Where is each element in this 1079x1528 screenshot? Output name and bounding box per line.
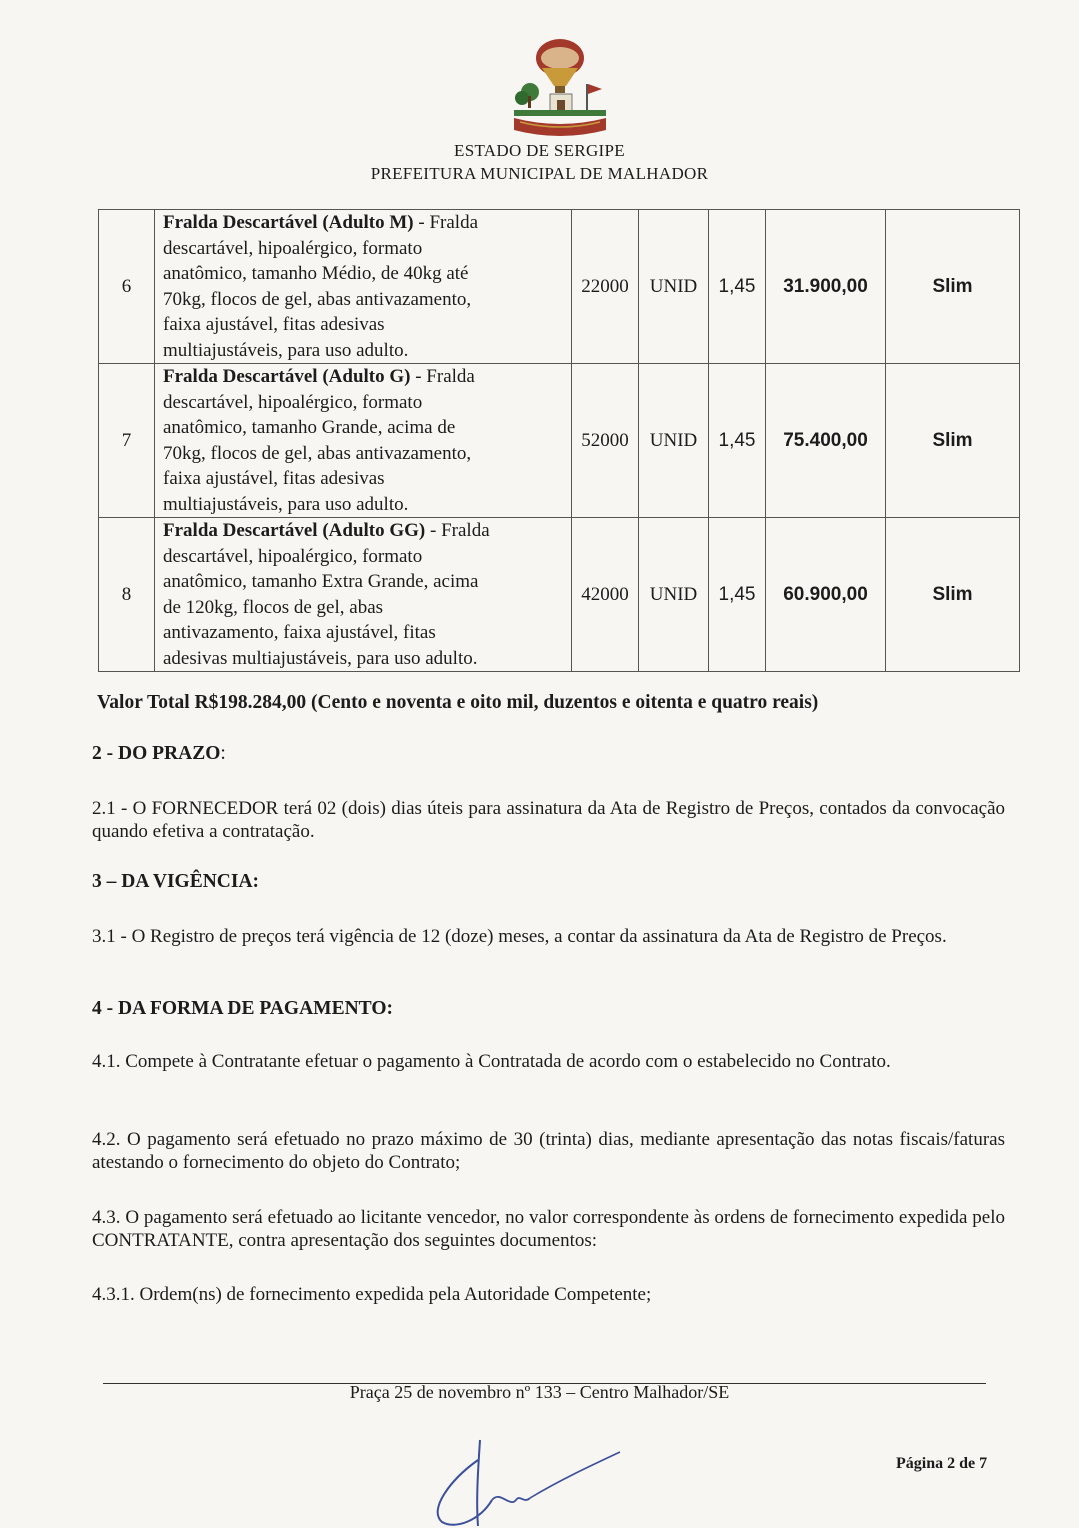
item-desc-line: anatômico, tamanho Médio, de 40kg até: [163, 263, 469, 284]
item-total: 75.400,00: [766, 364, 886, 518]
item-unit: UNID: [639, 210, 709, 364]
item-number: 8: [99, 518, 155, 672]
item-desc-line: descartável, hipoalérgico, formato: [163, 237, 423, 259]
paragraph-4-1: 4.1. Compete à Contratante efetuar o pagamento à Contratada de acordo com o estabelecido no Contrato.: [92, 1051, 891, 1072]
paragraph-4-2: 4.2. O pagamento será efetuado no prazo máximo de 30 (trinta) dias, mediante apresentação das notas fiscais/faturas atestando o fornecimento do objeto do Contrato;: [92, 1129, 1005, 1173]
item-desc-line: - Fralda: [410, 366, 475, 387]
paragraph-4-3-1: 4.3.1. Ordem(ns) de fornecimento expedida pela Autoridade Competente;: [92, 1284, 652, 1305]
footer-address: Praça 25 de novembro nº 133 – Centro Malhador/SE: [349, 1382, 730, 1402]
item-total: 31.900,00: [766, 210, 886, 364]
table-row: [99, 364, 1020, 518]
item-quantity: 42000: [572, 518, 639, 672]
item-brand: Slim: [886, 364, 1020, 518]
item-number: 7: [99, 364, 155, 518]
item-description: [155, 518, 572, 672]
item-desc-line: faixa ajustável, fitas adesivas: [163, 468, 385, 489]
item-brand: Slim: [886, 518, 1020, 672]
item-desc-line: de 120kg, flocos de gel, abas: [163, 596, 384, 618]
item-unit: UNID: [639, 518, 709, 672]
item-desc-line: descartável, hipoalérgico, formato: [163, 545, 423, 567]
item-brand: Slim: [886, 210, 1020, 364]
item-description: [155, 210, 572, 364]
section-heading-prazo: [92, 743, 226, 765]
item-title: Fralda Descartável (Adulto G): [163, 366, 411, 387]
item-desc-line: 70kg, flocos de gel, abas antivazamento,: [163, 288, 472, 310]
table-row: [99, 518, 1020, 672]
paragraph-4-3: 4.3. O pagamento será efetuado ao licitante vencedor, no valor correspondente às ordens de fornecimento expedida pelo CONTRATANTE, contra apresentação dos seguintes documentos:: [92, 1207, 1005, 1251]
municipal-crest-icon: [508, 34, 612, 140]
signature-icon: [420, 1430, 630, 1528]
item-description: [155, 364, 572, 518]
item-quantity: 22000: [572, 210, 639, 364]
item-desc-line: - Fralda: [425, 520, 490, 541]
item-desc-line: multiajustáveis, para uso adulto.: [163, 493, 409, 515]
item-desc-line: multiajustáveis, para uso adulto.: [163, 339, 409, 361]
item-title: Fralda Descartável (Adulto M): [163, 212, 414, 233]
total-value: Valor Total R$198.284,00 (Cento e noventa e oito mil, duzentos e oitenta e quatro reais): [97, 692, 819, 713]
paragraph-2-1: 2.1 - O FORNECEDOR terá 02 (dois) dias úteis para assinatura da Ata de Registro de Preços, contados da convocação quando efetiva a contratação.: [92, 798, 1005, 842]
section-heading-vigencia: 3 – DA VIGÊNCIA:: [92, 871, 260, 892]
item-desc-line: descartável, hipoalérgico, formato: [163, 391, 423, 413]
item-desc-line: anatômico, tamanho Extra Grande, acima: [163, 571, 479, 592]
paragraph-3-1: 3.1 - O Registro de preços terá vigência de 12 (doze) meses, a contar da assinatura da Ata de Registro de Preços.: [92, 926, 947, 947]
item-number: 6: [99, 210, 155, 364]
item-desc-line: faixa ajustável, fitas adesivas: [163, 314, 385, 335]
item-desc-line: 70kg, flocos de gel, abas antivazamento,: [163, 442, 472, 464]
section-heading-pagamento: 4 - DA FORMA DE PAGAMENTO:: [92, 998, 393, 1019]
table-row: [99, 210, 1020, 364]
item-desc-line: anatômico, tamanho Grande, acima de: [163, 417, 456, 438]
page-number: Página 2 de 7: [896, 1455, 988, 1472]
heading-colon: :: [220, 743, 226, 764]
items-table: [98, 209, 1020, 672]
item-title: Fralda Descartável (Adulto GG): [163, 520, 426, 541]
item-unit-price: 1,45: [709, 518, 766, 672]
item-unit-price: 1,45: [709, 210, 766, 364]
item-desc-line: antivazamento, faixa ajustável, fitas: [163, 622, 436, 643]
item-desc-line: - Fralda: [413, 212, 479, 233]
header-municipality: PREFEITURA MUNICIPAL DE MALHADOR: [370, 164, 709, 183]
item-quantity: 52000: [572, 364, 639, 518]
heading-text: 2 - DO PRAZO: [92, 743, 221, 764]
item-desc-line: adesivas multiajustáveis, para uso adulto.: [163, 647, 478, 669]
item-total: 60.900,00: [766, 518, 886, 672]
header-state: ESTADO DE SERGIPE: [454, 141, 625, 160]
item-unit: UNID: [639, 364, 709, 518]
item-unit-price: 1,45: [709, 364, 766, 518]
